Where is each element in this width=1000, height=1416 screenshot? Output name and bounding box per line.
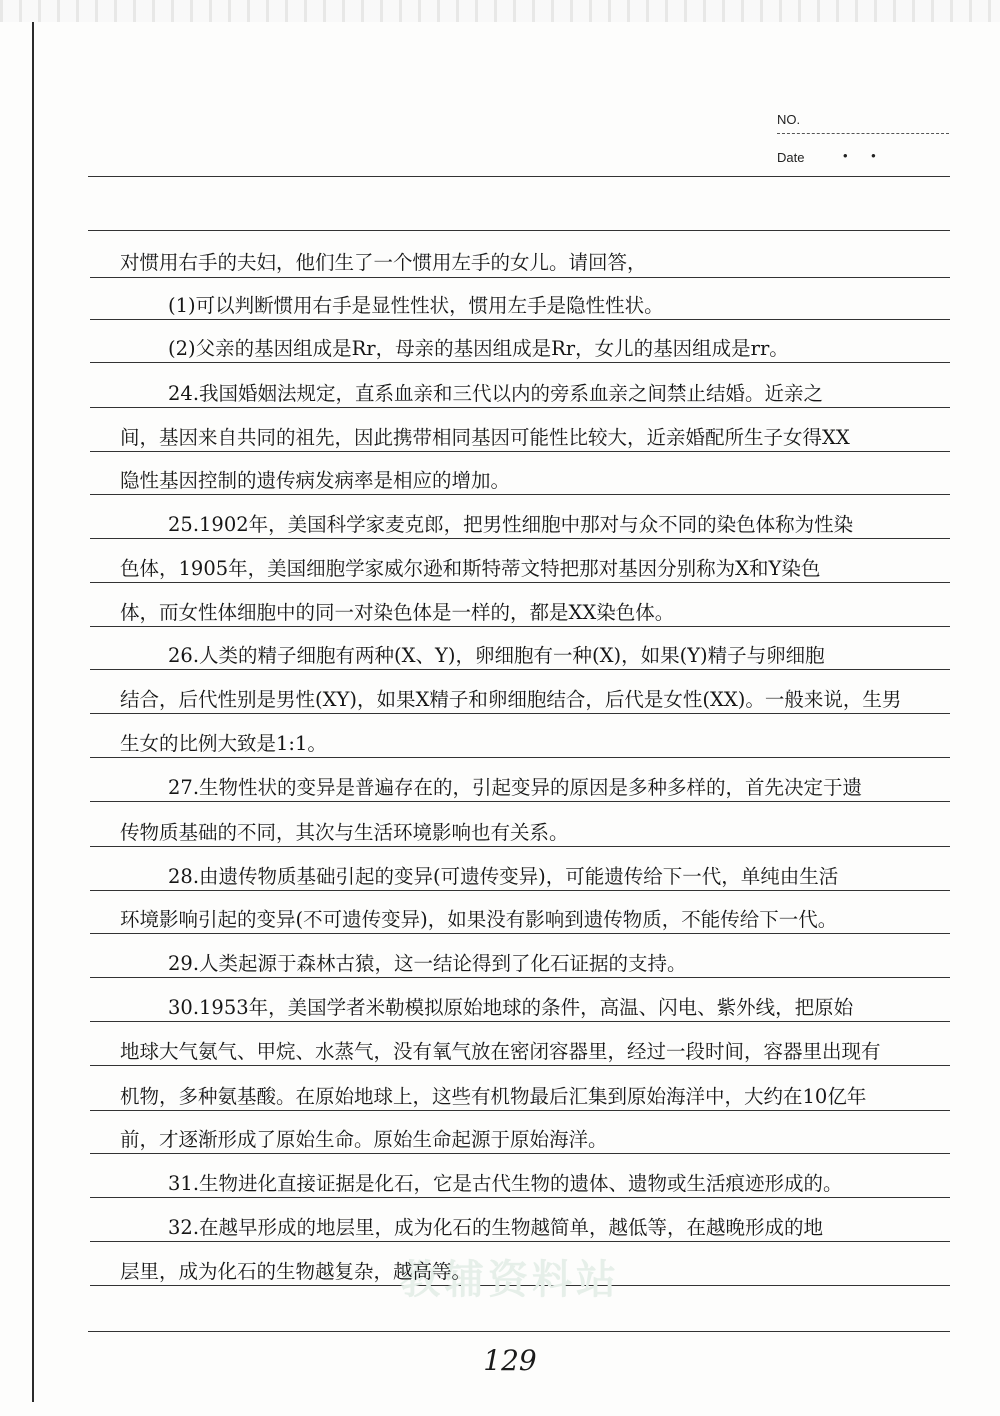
no-label: NO. bbox=[777, 112, 801, 127]
text-line: 28.由遗传物质基础引起的变异(可遗传变异)，可能遗传给下一代，单纯由生活 bbox=[168, 865, 839, 888]
text-line: 26.人类的精子细胞有两种(X、Y)，卵细胞有一种(X)，如果(Y)精子与卵细胞 bbox=[168, 644, 825, 667]
text-line: 24.我国婚姻法规定，直系血亲和三代以内的旁系血亲之间禁止结婚。近亲之 bbox=[168, 382, 824, 405]
watermark: 教辅资料站 bbox=[400, 1257, 620, 1303]
text-line: 25.1902年，美国科学家麦克郎，把男性细胞中那对与众不同的染色体称为性染 bbox=[168, 513, 854, 536]
text-line: 间，基因来自共同的祖先，因此携带相同基因可能性比较大，近亲婚配所生子女得XX bbox=[120, 426, 850, 449]
text-line: 30.1953年，美国学者米勒模拟原始地球的条件，高温、闪电、紫外线，把原始 bbox=[168, 996, 854, 1019]
text-line: 31.生物进化直接证据是化石，它是古代生物的遗体、遗物或生活痕迹形成的。 bbox=[168, 1172, 843, 1195]
date-label: Date bbox=[777, 150, 805, 165]
text-line: 32.在越早形成的地层里，成为化石的生物越简单，越低等，在越晚形成的地 bbox=[168, 1216, 824, 1239]
text-line: 29.人类起源于森林古猿，这一结论得到了化石证据的支持。 bbox=[168, 952, 687, 975]
ruled-line bbox=[88, 176, 950, 177]
text-line: 隐性基因控制的遗传病发病率是相应的增加。 bbox=[120, 469, 511, 492]
text-line: 结合，后代性别是男性(XY)，如果X精子和卵细胞结合，后代是女性(XX)。一般来说，生男 bbox=[120, 688, 902, 711]
text-line: 层里，成为化石的生物越复杂，越高等。 bbox=[120, 1260, 472, 1283]
text-line: 生女的比例大致是1:1。 bbox=[120, 732, 327, 755]
text-line: 27.生物性状的变异是普遍存在的，引起变异的原因是多种多样的，首先决定于遗 bbox=[168, 776, 863, 799]
text-line: 体，而女性体细胞中的同一对染色体是一样的，都是XX染色体。 bbox=[120, 601, 675, 624]
text-line: 环境影响引起的变异(不可遗传变异)，如果没有影响到遗传物质，不能传给下一代。 bbox=[120, 908, 838, 931]
header-divider bbox=[777, 133, 949, 134]
scan-edge bbox=[0, 0, 1000, 22]
margin-line bbox=[32, 22, 34, 1402]
ruled-line bbox=[88, 1331, 950, 1332]
text-line: 前，才逐渐形成了原始生命。原始生命起源于原始海洋。 bbox=[120, 1128, 608, 1151]
ruled-line bbox=[88, 230, 950, 231]
text-line: (1)可以判断惯用右手是显性性状，惯用左手是隐性性状。 bbox=[168, 294, 664, 317]
date-dots: • • bbox=[843, 148, 886, 163]
page-number: 129 bbox=[483, 1344, 537, 1377]
text-line: 机物，多种氨基酸。在原始地球上，这些有机物最后汇集到原始海洋中，大约在10亿年 bbox=[120, 1085, 867, 1108]
text-line: (2)父亲的基因组成是Rr，母亲的基因组成是Rr，女儿的基因组成是rr。 bbox=[168, 337, 789, 360]
text-line: 色体，1905年，美国细胞学家威尔逊和斯特蒂文特把那对基因分别称为X和Y染色 bbox=[120, 557, 821, 580]
text-line: 对惯用右手的夫妇，他们生了一个惯用左手的女儿。请回答， bbox=[120, 251, 647, 274]
text-line: 传物质基础的不同，其次与生活环境影响也有关系。 bbox=[120, 821, 569, 844]
text-line: 地球大气氨气、甲烷、水蒸气，没有氧气放在密闭容器里，经过一段时间，容器里出现有 bbox=[120, 1040, 881, 1063]
